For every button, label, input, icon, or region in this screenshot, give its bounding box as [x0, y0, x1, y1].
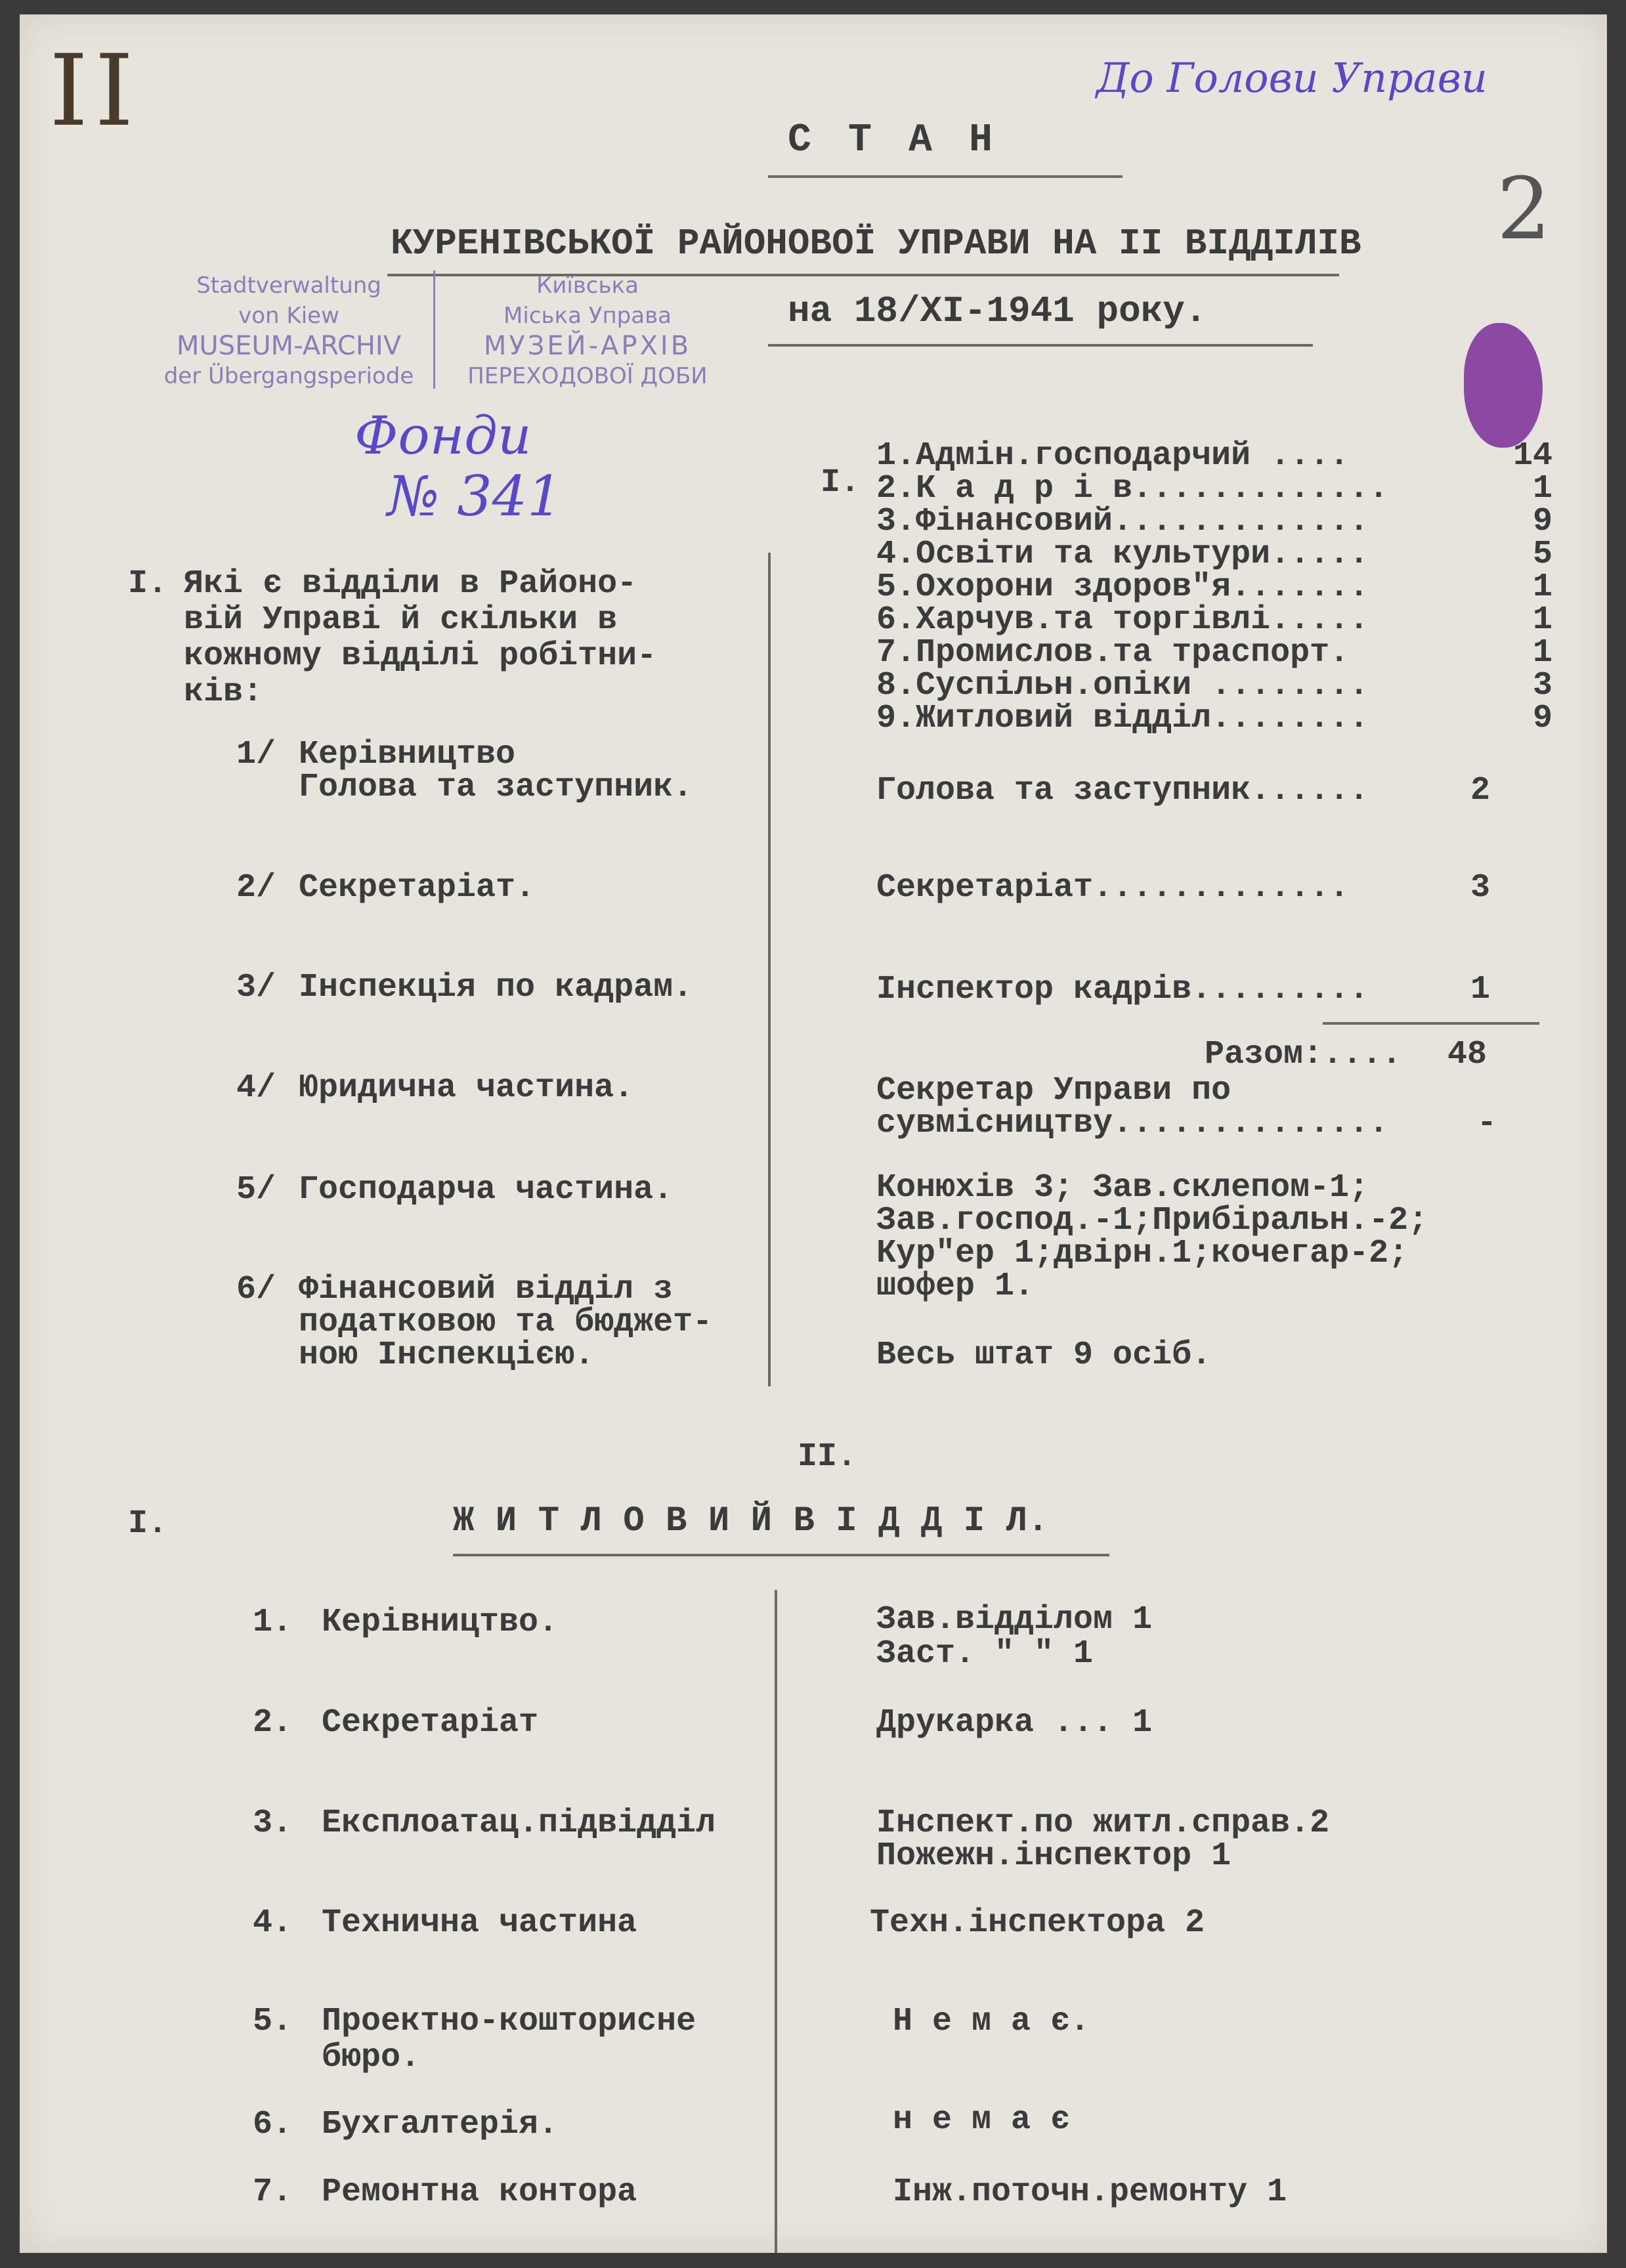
left-margin-mark: II — [49, 34, 140, 148]
section2-underline — [453, 1554, 1109, 1556]
stamp-right — [443, 270, 732, 391]
item-count: 1 — [1470, 971, 1491, 1008]
item-detail: Зав.господ.-1;Прибіральн.-2; — [876, 1202, 1428, 1239]
item-number: 4/ — [236, 1069, 276, 1107]
stamp-line: der Übergangsperiode — [163, 363, 414, 389]
department-count: 1 — [1532, 634, 1552, 672]
item-number: 6/ — [236, 1271, 276, 1308]
item-label: бюро. — [322, 2039, 421, 2076]
stamp-line: Stadtverwaltung — [196, 272, 381, 299]
page-number: 2 — [1497, 159, 1551, 259]
department-row — [876, 601, 1552, 639]
item-number: 3/ — [236, 969, 276, 1006]
item-label: Фінансовий відділ з — [299, 1271, 674, 1308]
stamp-divider — [433, 270, 435, 389]
departments-list — [876, 437, 1552, 737]
item-detail: Весь штат 9 осіб. — [876, 1337, 1212, 1374]
stamp-line: MUSEUM-ARCHIV — [176, 331, 402, 361]
ink-blot — [1464, 323, 1543, 448]
item-number: 2/ — [236, 869, 276, 907]
question-line: кожному відділі робітни- — [184, 637, 657, 675]
department-count: 1 — [1532, 601, 1552, 639]
item-number: 2. — [253, 1704, 293, 1742]
section1-divider — [768, 553, 771, 1386]
fond-label: Фонди — [354, 405, 532, 466]
question-line: вій Управі й скільки в — [184, 601, 618, 639]
stamp-line: МУЗЕЙ-АРХІВ — [483, 331, 692, 361]
item-number: 3. — [253, 1805, 293, 1842]
section1-number: I. — [128, 565, 168, 603]
item-number: 5. — [253, 2003, 293, 2040]
item-count: - — [1477, 1105, 1497, 1142]
total-label: Разом:.... — [1205, 1036, 1402, 1073]
section2-number: I. — [128, 1505, 168, 1543]
item-detail: Інж.поточн.ремонту 1 — [893, 2173, 1287, 2211]
item-number: 6. — [253, 2106, 293, 2143]
date-underline — [768, 344, 1313, 347]
department-count: 14 — [1512, 437, 1552, 475]
department-count: 1 — [1532, 470, 1552, 507]
item-detail: Інспектор кадрів......... — [876, 971, 1369, 1008]
total-value: 48 — [1447, 1036, 1487, 1073]
item-label: Ремонтна контора — [322, 2173, 637, 2211]
stamp-left — [144, 270, 433, 391]
department-label: 6.Харчув.та торгівлі..... — [876, 601, 1369, 639]
section1-question — [184, 566, 656, 710]
item-label: Секретаріат — [322, 1704, 539, 1742]
item-detail: Заст. " " 1 — [876, 1635, 1094, 1673]
item-label: податковою та бюджет- — [299, 1304, 713, 1341]
item-detail: н е м а є — [893, 2101, 1071, 2139]
document-date: на 18/ХІ-1941 року. — [788, 290, 1207, 332]
department-row — [876, 536, 1552, 573]
department-count: 1 — [1532, 568, 1552, 606]
question-line: ків: — [184, 674, 263, 711]
item-number: 1/ — [236, 736, 276, 773]
item-label: Проектно-кошторисне — [322, 2003, 696, 2040]
department-label: 5.Охорони здоров"я....... — [876, 568, 1369, 606]
item-label: ною Інспекцією. — [299, 1337, 595, 1374]
department-row — [876, 634, 1552, 672]
department-row — [876, 568, 1552, 606]
item-detail: Зав.відділом 1 — [876, 1601, 1153, 1638]
item-number: 7. — [253, 2173, 293, 2211]
department-count: 9 — [1532, 700, 1552, 737]
question-line: Які є відділи в Районо- — [184, 565, 637, 603]
section2-title: Ж И Т Л О В И Й В І Д Д І Л. — [453, 1501, 1049, 1541]
department-count: 3 — [1532, 667, 1552, 704]
item-detail: Інспект.по житл.справ.2 — [876, 1805, 1330, 1842]
item-label: Юридична частина. — [299, 1069, 634, 1107]
item-detail: Секретар Управи по — [876, 1072, 1231, 1109]
addressee-note: До Голови Управи — [1096, 54, 1487, 102]
item-detail: Друкарка ... 1 — [876, 1704, 1153, 1742]
section2-roman: II. — [798, 1438, 857, 1476]
department-label: 8.Суспільн.опіки ........ — [876, 667, 1369, 704]
department-count: 9 — [1532, 503, 1552, 540]
item-detail: Голова та заступник...... — [876, 772, 1369, 809]
item-detail: Кур"ер 1;двірн.1;кочегар-2; — [876, 1235, 1409, 1272]
stamp-line: Міська Управа — [503, 303, 672, 329]
stamp-line: von Kiew — [238, 303, 339, 329]
department-label: 7.Промислов.та траспорт. — [876, 634, 1350, 672]
item-detail: Техн.інспектора 2 — [870, 1904, 1205, 1942]
item-count: 3 — [1470, 869, 1491, 907]
item-label: Господарча частина. — [299, 1171, 674, 1209]
document-page — [20, 14, 1607, 2253]
section2-divider — [775, 1590, 777, 2253]
item-detail: Н е м а є. — [893, 2003, 1090, 2040]
item-detail: Конюхів 3; Зав.склепом-1; — [876, 1169, 1369, 1207]
department-count: 5 — [1532, 536, 1552, 573]
department-label: 9.Житловий відділ........ — [876, 700, 1369, 737]
document-title: С Т А Н — [788, 118, 1000, 163]
department-label: 4.Освіти та культури..... — [876, 536, 1369, 573]
department-label: 1.Адмін.господарчий .... — [876, 437, 1350, 475]
department-row — [876, 470, 1552, 507]
item-label: Секретаріат. — [299, 869, 536, 907]
item-detail: сувмісництву.............. — [876, 1105, 1389, 1142]
item-label: Голова та заступник. — [299, 769, 693, 806]
title-underline — [768, 175, 1123, 178]
item-label: Бухгалтерія. — [322, 2106, 559, 2143]
museum-stamp — [144, 270, 735, 402]
item-label: Керівництво — [299, 736, 516, 773]
fond-number: № 341 — [387, 464, 563, 528]
stamp-line: ПЕРЕХОДОВОЇ ДОБИ — [467, 363, 708, 389]
item-count: 2 — [1470, 772, 1491, 809]
item-label: Технична частина — [322, 1904, 637, 1942]
item-number: 1. — [253, 1604, 293, 1641]
document-subtitle: КУРЕНІВСЬКОЇ РАЙОНОВОЇ УПРАВИ НА ІІ ВІДДІЛІВ — [391, 223, 1361, 265]
stamp-line: Київська — [536, 272, 639, 299]
item-number: 5/ — [236, 1171, 276, 1209]
item-detail: Секретаріат............. — [876, 869, 1350, 907]
department-row — [876, 437, 1552, 475]
total-rule — [1323, 1022, 1539, 1025]
item-detail: Пожежн.інспектор 1 — [876, 1837, 1231, 1875]
item-label: Експлоатац.підвідділ — [322, 1805, 716, 1842]
item-label: Керівництво. — [322, 1604, 559, 1641]
departments-prefix: І. — [821, 464, 861, 502]
department-label: 3.Фінансовий............. — [876, 503, 1369, 540]
department-row — [876, 503, 1552, 540]
item-label: Інспекція по кадрам. — [299, 969, 693, 1006]
department-row — [876, 667, 1552, 704]
item-detail: шофер 1. — [876, 1268, 1035, 1305]
department-row — [876, 700, 1552, 737]
department-label: 2.К а д р і в............. — [876, 470, 1389, 507]
item-number: 4. — [253, 1904, 293, 1942]
